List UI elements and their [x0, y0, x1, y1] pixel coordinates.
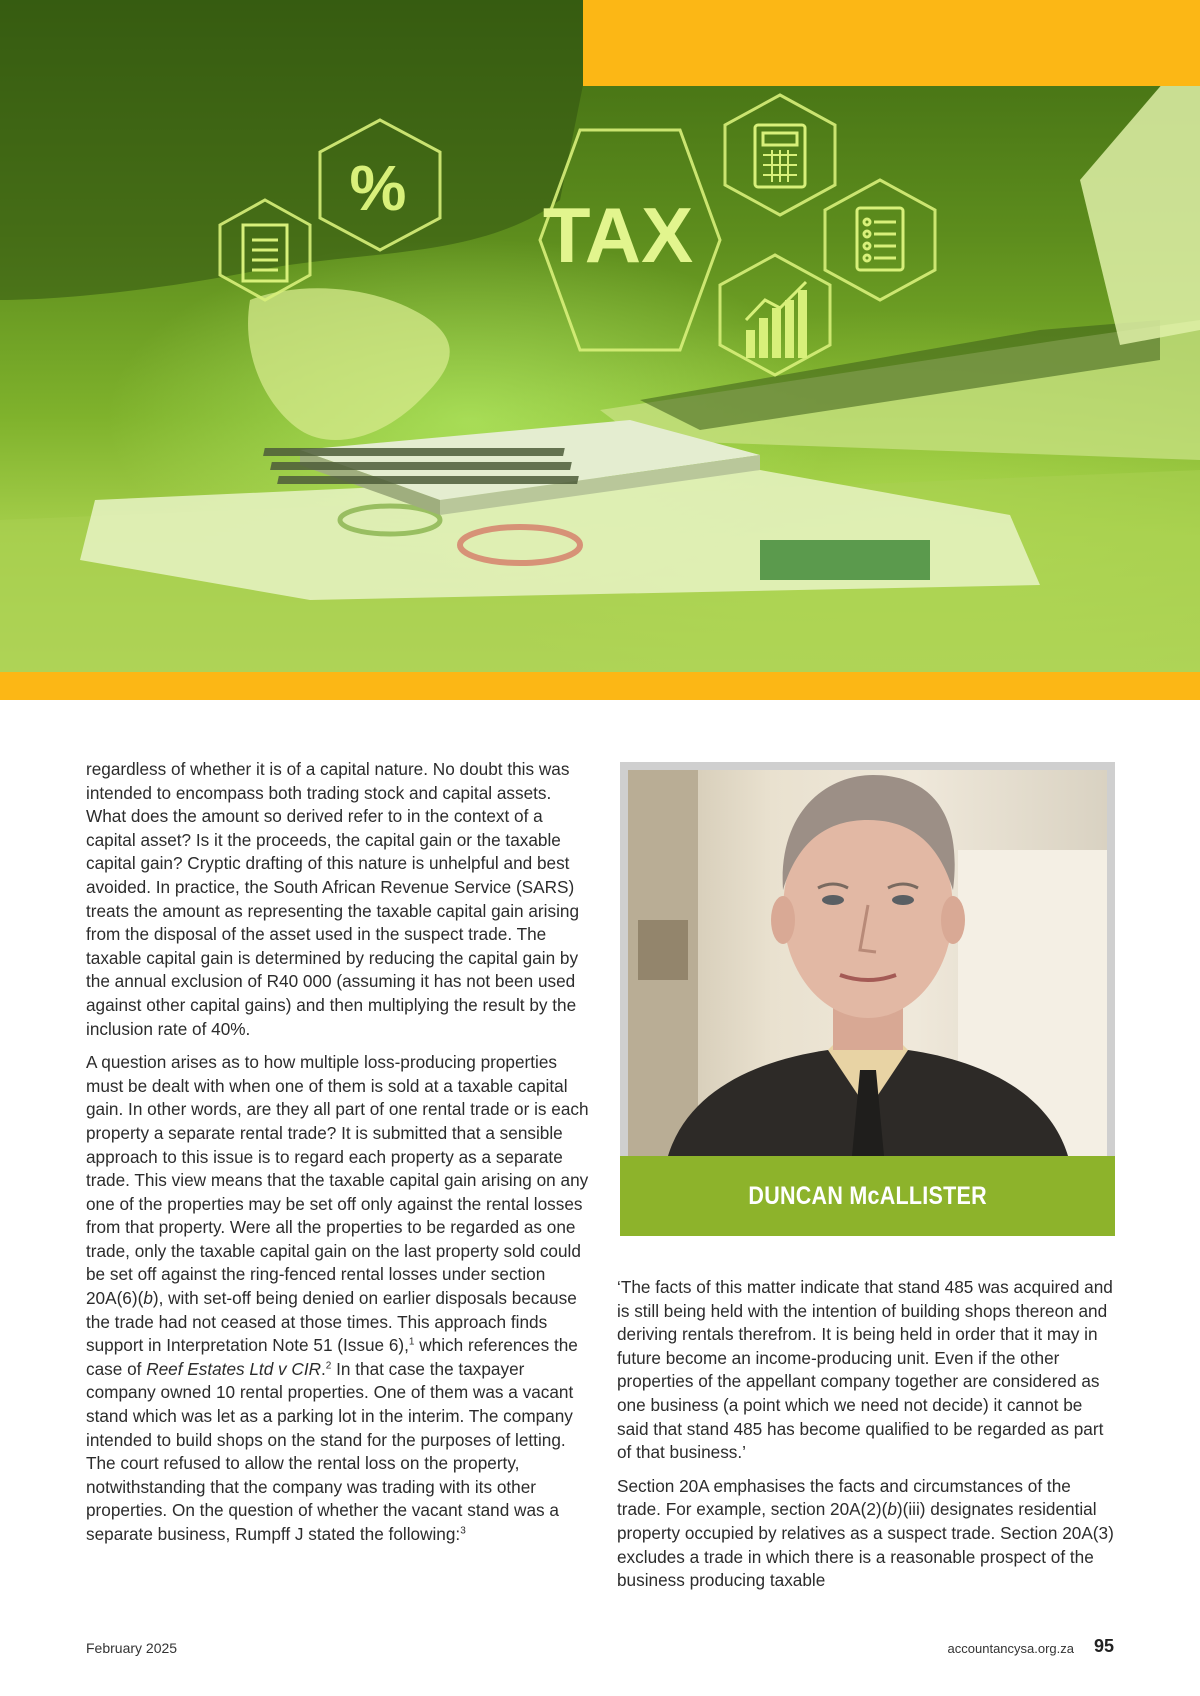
- footnote-ref[interactable]: 2: [325, 1360, 332, 1372]
- paragraph: Section 20A emphasises the facts and circumstances of the trade. For example, section 20A(2)(b)(iii) designates residential property occupied by relatives as a suspect trade. Section 20A(3) excludes a trade in which there is a reasonable prospect of the business producing taxable: [617, 1475, 1114, 1591]
- article-right-column: [617, 1276, 1117, 1603]
- footnote-ref[interactable]: 1: [408, 1336, 415, 1348]
- footer-date: February 2025: [86, 1640, 178, 1656]
- page-number: 95: [1094, 1636, 1115, 1656]
- footer-website-link[interactable]: accountancysa.org.za: [947, 1641, 1074, 1656]
- quote-paragraph: ‘The facts of this matter indicate that stand 485 was acquired and is still being held with the intention of building shops thereon and deriving rentals therefrom. It is being held in order that it may in future become an income-producing unit. Even if the other properties of the appellant company together are considered as one business (a point which we need not decide) it cannot be said that stand 485 has become qualified to be regarded as part of that business.’: [617, 1277, 1113, 1463]
- bar-chart-icon: [746, 282, 807, 358]
- accent-bar-top: [583, 0, 1200, 86]
- author-name: DUNCAN McALLISTER: [748, 1181, 987, 1210]
- hero-image: [0, 0, 1200, 672]
- author-name-bar: [620, 1156, 1115, 1236]
- article-left-column: [86, 758, 596, 1557]
- percent-icon: %: [349, 152, 407, 224]
- author-photo-illustration: [628, 770, 1107, 1156]
- footnote-ref[interactable]: 3: [460, 1525, 466, 1537]
- author-photo: [628, 770, 1107, 1156]
- hero-illustration: [0, 0, 1200, 672]
- paragraph: regardless of whether it is of a capital nature. No doubt this was intended to encompass both trading stock and capital assets. What does the amount so derived refer to in the context of a capital asset? Is it the proceeds, the capital gain or the taxable capital gain? Cryptic drafting of this nature is unhelpful and best avoided. In practice, the South African Revenue Service (SARS) treats the amount as representing the taxable capital gain arising from the disposal of the asset used in the suspect trade. The taxable capital gain is determined by reducing the capital gain by the annual exclusion of R40 000 (assuming it has not been used against other capital gains) and then multiplying the result by the inclusion rate of 40%.: [86, 759, 580, 1039]
- case-citation: Reef Estates Ltd v CIR: [146, 1358, 322, 1379]
- paragraph: A question arises as to how multiple loss-producing properties must be dealt with when one of them is sold at a taxable capital gain. In other words, are they all part of one rental trade or is each property a separate rental trade? It is submitted that a sensible approach to this issue is to regard each property as a separate trade. This view means that the taxable capital gain arising on any one of the properties may be set off only against the rental losses from that property. Were all the properties to be regarded as one trade, only the taxable capital gain on the last property sold could be set off against the ring-fenced rental losses under section 20A(6)(b), with set-off being denied on earlier disposals because the trade had not ceased at those times. This approach finds support in Interpretation Note 51 (Issue 6),$^1$ which references the case of Reef Estates Ltd v CIR.$^2$ In that case the taxpayer company owned 10 rental properties. One of them was a vacant stand which was let as a parking lot in the interim. The company intended to build shops on the stand for the purposes of letting. The court refused to allow the rental loss on the property, notwithstanding that the company was trading with its other properties. On the question of whether the vacant stand was a separate business, Rumpff J stated the following:$^3$: [86, 1052, 589, 1544]
- checklist-icon: [857, 208, 903, 270]
- accent-bar-bottom: [0, 672, 1200, 700]
- author-portrait-card: [620, 762, 1115, 1236]
- tax-label: TAX: [542, 191, 694, 279]
- calculator-icon: [755, 125, 805, 187]
